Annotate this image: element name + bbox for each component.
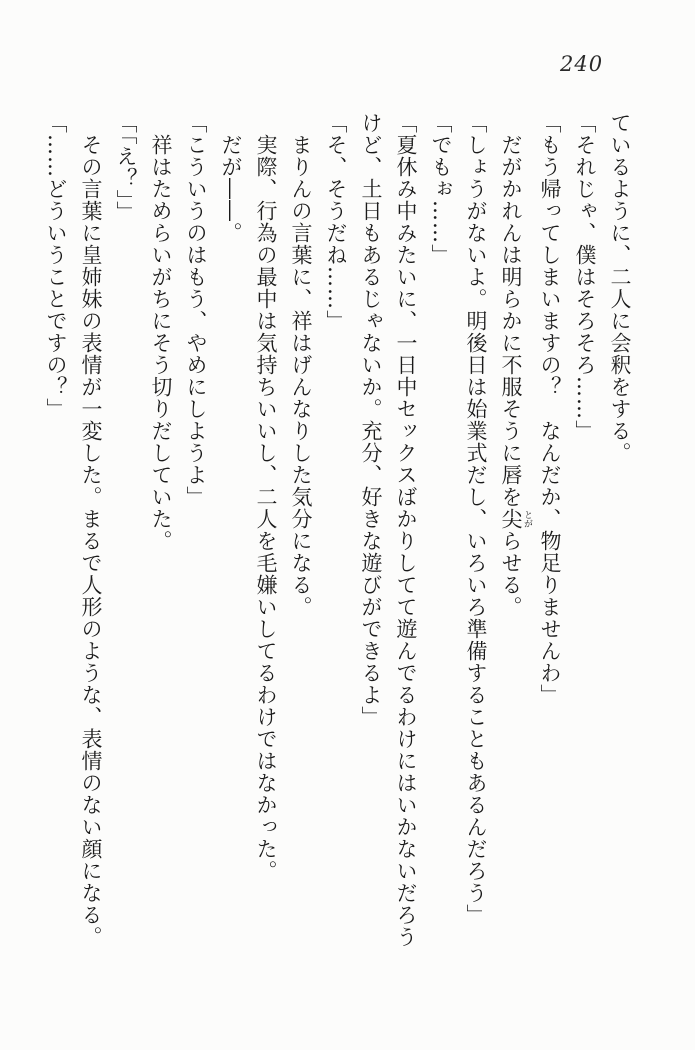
paragraph-line: 実際、行為の最中は気持ちいいし、二人を毛嫌いしてるわけではなかった。 [254, 112, 278, 882]
paragraph-line: その言葉に皇姉妹の表情が一変した。まるで人形のような、表情のない顔になる。 [79, 112, 103, 948]
ruby-base: 尖 [499, 508, 523, 530]
paragraph-line: 「でもぉ……」 [429, 112, 453, 266]
paragraph-line: 祥はためらいがちにそう切りだしていた。 [149, 112, 173, 552]
furigana-ruby [499, 508, 532, 530]
paragraph-line: 「……どういうことですの？」 [44, 112, 68, 420]
paragraph-line: 「そ、そうだね……」 [324, 112, 348, 332]
paragraph-line: 「もう帰ってしまいますの？ なんだか、物足りませんわ」 [538, 112, 562, 706]
paragraph-line: 「夏休み中みたいに、一日中セックスばかりしてて遊んでるわけにはいかないだろうけど、土日もあるじゃないか。充分、好きな遊びができるよ」 [359, 112, 418, 948]
paragraph-line: 「「え？」」 [114, 112, 138, 223]
paragraph-segment: らせる。 [499, 530, 523, 618]
paragraph-line-with-furigana [493, 112, 532, 948]
paragraph-line: 「それじゃ、僕はそろそろ……」 [573, 112, 597, 442]
page-text [35, 112, 637, 948]
paragraph-line: 「こういうのはもう、やめにしようよ」 [184, 112, 208, 508]
paragraph-line: だが――。 [219, 112, 243, 244]
paragraph-line: ているように、二人に会釈をする。 [608, 112, 632, 464]
paragraph-line: 「しょうがないよ。明後日は始業式だし、いろいろ準備することもあるんだろう」 [464, 112, 488, 926]
page-number: 240 [560, 52, 604, 76]
ruby-text: とが [522, 508, 532, 530]
paragraph-line: まりんの言葉に、祥はげんなりした気分になる。 [289, 112, 313, 618]
paragraph-segment: だがかれんは明らかに不服そうに唇を [499, 112, 523, 508]
